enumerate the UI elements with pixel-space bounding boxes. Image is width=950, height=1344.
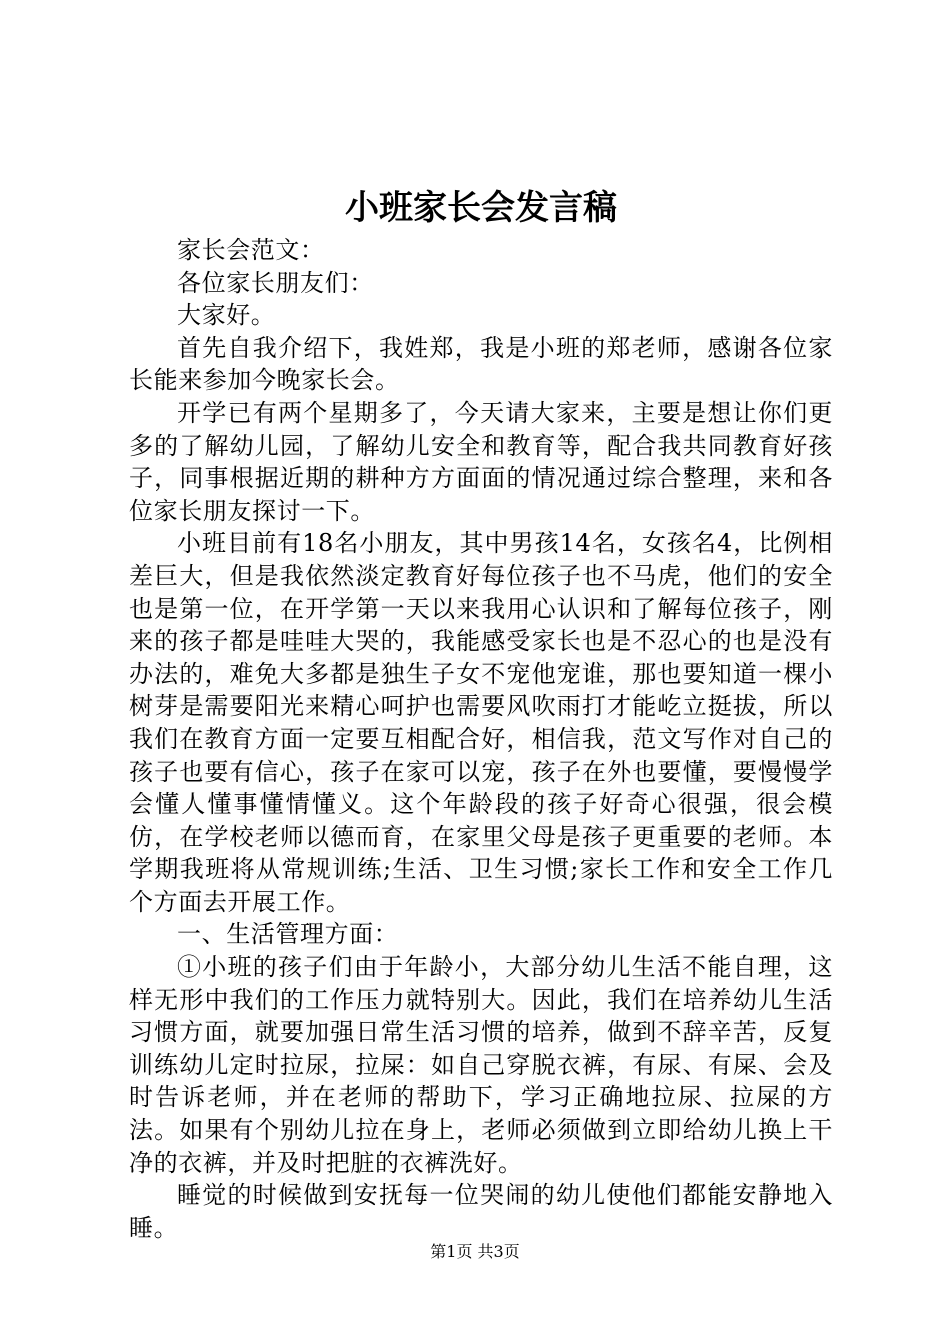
document-body <box>129 234 833 1244</box>
page-number-footer: 第1页 共3页 <box>430 1242 520 1261</box>
section-heading-life-management: 一、生活管理方面： <box>177 920 399 949</box>
paragraph-self-introduction: 首先自我介绍下，我姓郑，我是小班的郑老师，感谢各位家长能来参加今晚家长会。 <box>129 333 833 395</box>
paragraph-nap-time: 睡觉的时候做到安抚每一位哭闹的幼儿使他们都能安静地入睡。 <box>129 1181 833 1242</box>
paragraph-salutation-type: 家长会范文： <box>177 236 325 264</box>
paragraph-life-habits: ①小班的孩子们由于年龄小，大部分幼儿生活不能自理，这样无形中我们的工作压力就特别大。因此，我们在培养幼儿生活习惯方面，就要加强日常生活习惯的培养，做到不辞辛苦，反复训练幼儿定时拉尿，拉屎：如自己穿脱衣裤，有尿、有屎、会及时告诉老师，并在老师的帮助下，学习正确地拉尿、拉屎的方法。如果有个别幼儿拉在身上，老师必须做到立即给幼儿换上干净的衣裤，并及时把脏的衣裤洗好。 <box>129 953 833 1177</box>
paragraph-hello: 大家好。 <box>177 301 276 330</box>
paragraph-class-overview: 小班目前有18名小朋友，其中男孩14名，女孩名4，比例相差巨大，但是我依然淡定教育好每位孩子也不马虎，他们的安全也是第一位，在开学第一天以来我用心认识和了解每位孩子，刚来的孩子都是哇哇大哭的，我能感受家长也是不忍心的也是没有办法的，难免大多都是独生子女不宠他宠谁，那也要知道一棵小树芽是需要阳光来精心呵护也需要风吹雨打才能屹立挺拔，所以我们在教育方面一定要互相配合好，相信我，范文写作对自己的孩子也要有信心，孩子在家可以宠，孩子在外也要懂，要慢慢学会懂人懂事懂情懂义。这个年龄段的孩子好奇心很强，很会模仿，在学校老师以德而育，在家里父母是孩子更重要的老师。本学期我班将从常规训练;生活、卫生习惯;家长工作和安全工作几个方面去开展工作。 <box>129 529 833 916</box>
paragraph-purpose: 开学已有两个星期多了，今天请大家来，主要是想让你们更多的了解幼儿园，了解幼儿安全和教育等，配合我共同教育好孩子，同事根据近期的耕种方方面面的情况通过综合整理，来和各位家长朋友探讨一下。 <box>129 398 833 525</box>
paragraph-greeting-parents: 各位家长朋友们： <box>177 268 374 297</box>
document-title: 小班家长会发言稿 <box>345 188 617 228</box>
